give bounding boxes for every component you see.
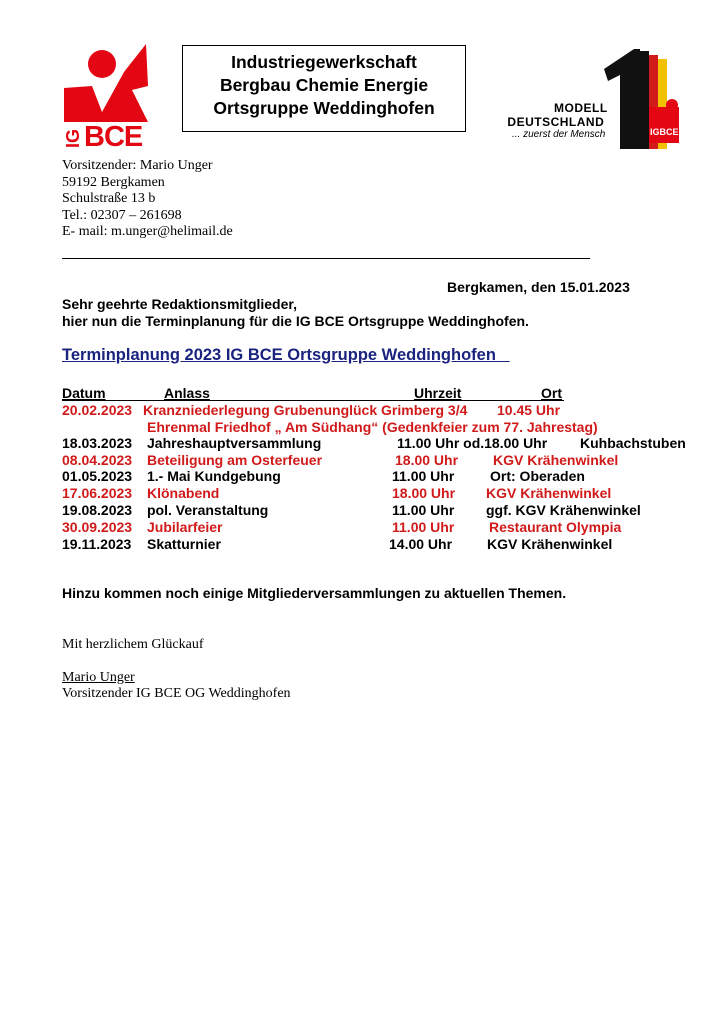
row-event: Klönabend xyxy=(147,485,220,501)
row-date: 19.08.2023 xyxy=(62,502,133,518)
header-place: Ort xyxy=(541,385,562,401)
header-underline xyxy=(62,400,564,401)
row-date: 18.03.2023 xyxy=(62,435,133,451)
sender-phone: Tel.: 02307 – 261698 xyxy=(62,207,182,223)
igbce-logo xyxy=(62,42,152,153)
header-divider xyxy=(62,258,590,259)
sender-email: E- mail: m.unger@helimail.de xyxy=(62,224,233,239)
row-place: Restaurant Olympia xyxy=(489,519,622,535)
row-event: Kranzniederlegung Grubenunglück Grimberg 3/4 xyxy=(143,402,468,418)
igbce-figure-icon xyxy=(62,42,152,122)
title-box xyxy=(182,45,466,132)
header-time: Uhrzeit xyxy=(414,385,462,401)
place-date: Bergkamen, den 15.01.2023 xyxy=(447,279,630,295)
deutschland-text: DEUTSCHLAND xyxy=(507,115,605,129)
regards: Mit herzlichem Glückauf xyxy=(62,637,204,652)
row-event: pol. Veranstaltung xyxy=(147,502,269,518)
row-place: ggf. KGV Krähenwinkel xyxy=(486,502,641,518)
table-row xyxy=(0,468,724,485)
table-row xyxy=(0,402,724,419)
row-place: Kuhbachstuben xyxy=(580,435,686,451)
row-date: 17.06.2023 xyxy=(62,485,133,501)
logo-bce-text: BCE xyxy=(84,121,143,153)
logo-tagline: ... zuerst der Mensch xyxy=(512,129,606,140)
row-place: KGV Krähenwinkel xyxy=(486,485,612,501)
header-date: Datum xyxy=(62,385,106,401)
row-time: 10.45 Uhr xyxy=(497,402,561,418)
row-event: Skatturnier xyxy=(147,536,221,552)
row-time: 11.00 Uhr xyxy=(392,502,455,518)
row-place: KGV Krähenwinkel xyxy=(487,536,613,552)
row-time: 11.00 Uhr xyxy=(392,468,455,484)
closing-note: Hinzu kommen noch einige Mitgliederversammlungen zu aktuellen Themen. xyxy=(62,585,567,601)
row-time: 18.00 Uhr xyxy=(392,485,456,501)
row-event: Ehrenmal Friedhof „ Am Südhang“ (Gedenkfeier zum 77. Jahrestag) xyxy=(147,419,598,435)
table-row xyxy=(0,502,724,519)
table-row xyxy=(0,452,724,469)
row-place: KGV Krähenwinkel xyxy=(493,452,619,468)
schedule-headline: Terminplanung 2023 IG BCE Ortsgruppe Weddinghofen xyxy=(62,346,510,364)
modell-deutschland-text xyxy=(507,101,608,129)
table-row xyxy=(0,435,724,452)
signature-role: Vorsitzender IG BCE OG Weddinghofen xyxy=(62,686,291,701)
title-line-3: Ortsgruppe Weddinghofen xyxy=(213,98,435,118)
modell-text: MODELL xyxy=(554,101,608,115)
logo-right-bce: IGBCE xyxy=(650,127,679,137)
row-date: 19.11.2023 xyxy=(62,536,132,552)
modell-deutschland-logo xyxy=(500,45,690,157)
table-row xyxy=(0,519,724,536)
row-place: Ort: Oberaden xyxy=(490,468,585,484)
table-row xyxy=(0,536,724,553)
sender-zip-city: 59192 Bergkamen xyxy=(62,174,165,190)
title-line-2: Bergbau Chemie Energie xyxy=(219,75,429,95)
title-line-1: Industriegewerkschaft xyxy=(231,52,417,72)
sender-chair: Vorsitzender: Mario Unger xyxy=(62,158,213,173)
table-row xyxy=(0,485,724,502)
greeting xyxy=(62,296,529,330)
row-date: 08.04.2023 xyxy=(62,452,133,468)
row-event: 1.- Mai Kundgebung xyxy=(147,468,281,484)
sender-street: Schulstraße 13 b xyxy=(62,191,156,206)
row-date: 30.09.2023 xyxy=(62,519,133,535)
row-time: 11.00 Uhr xyxy=(392,519,455,535)
row-date: 01.05.2023 xyxy=(62,468,133,484)
row-event: Jahreshauptversammlung xyxy=(147,435,322,451)
header-event: Anlass xyxy=(164,385,210,401)
row-event: Jubilarfeier xyxy=(147,519,223,535)
row-time: 11.00 Uhr od.18.00 Uhr xyxy=(397,435,548,451)
row-event: Beteiligung am Osterfeuer xyxy=(147,452,323,468)
row-time: 18.00 Uhr xyxy=(395,452,459,468)
greeting-line-1: Sehr geehrte Redaktionsmitglieder, xyxy=(62,296,297,312)
row-time: 14.00 Uhr xyxy=(389,536,453,552)
table-row xyxy=(0,419,724,436)
signature-name: Mario Unger xyxy=(62,670,135,685)
sender-address xyxy=(62,158,233,241)
logo-ig-text: IG xyxy=(63,128,83,148)
row-date: 20.02.2023 xyxy=(62,402,133,418)
greeting-line-2: hier nun die Terminplanung für die IG BCE Ortsgruppe Weddinghofen. xyxy=(62,313,529,329)
